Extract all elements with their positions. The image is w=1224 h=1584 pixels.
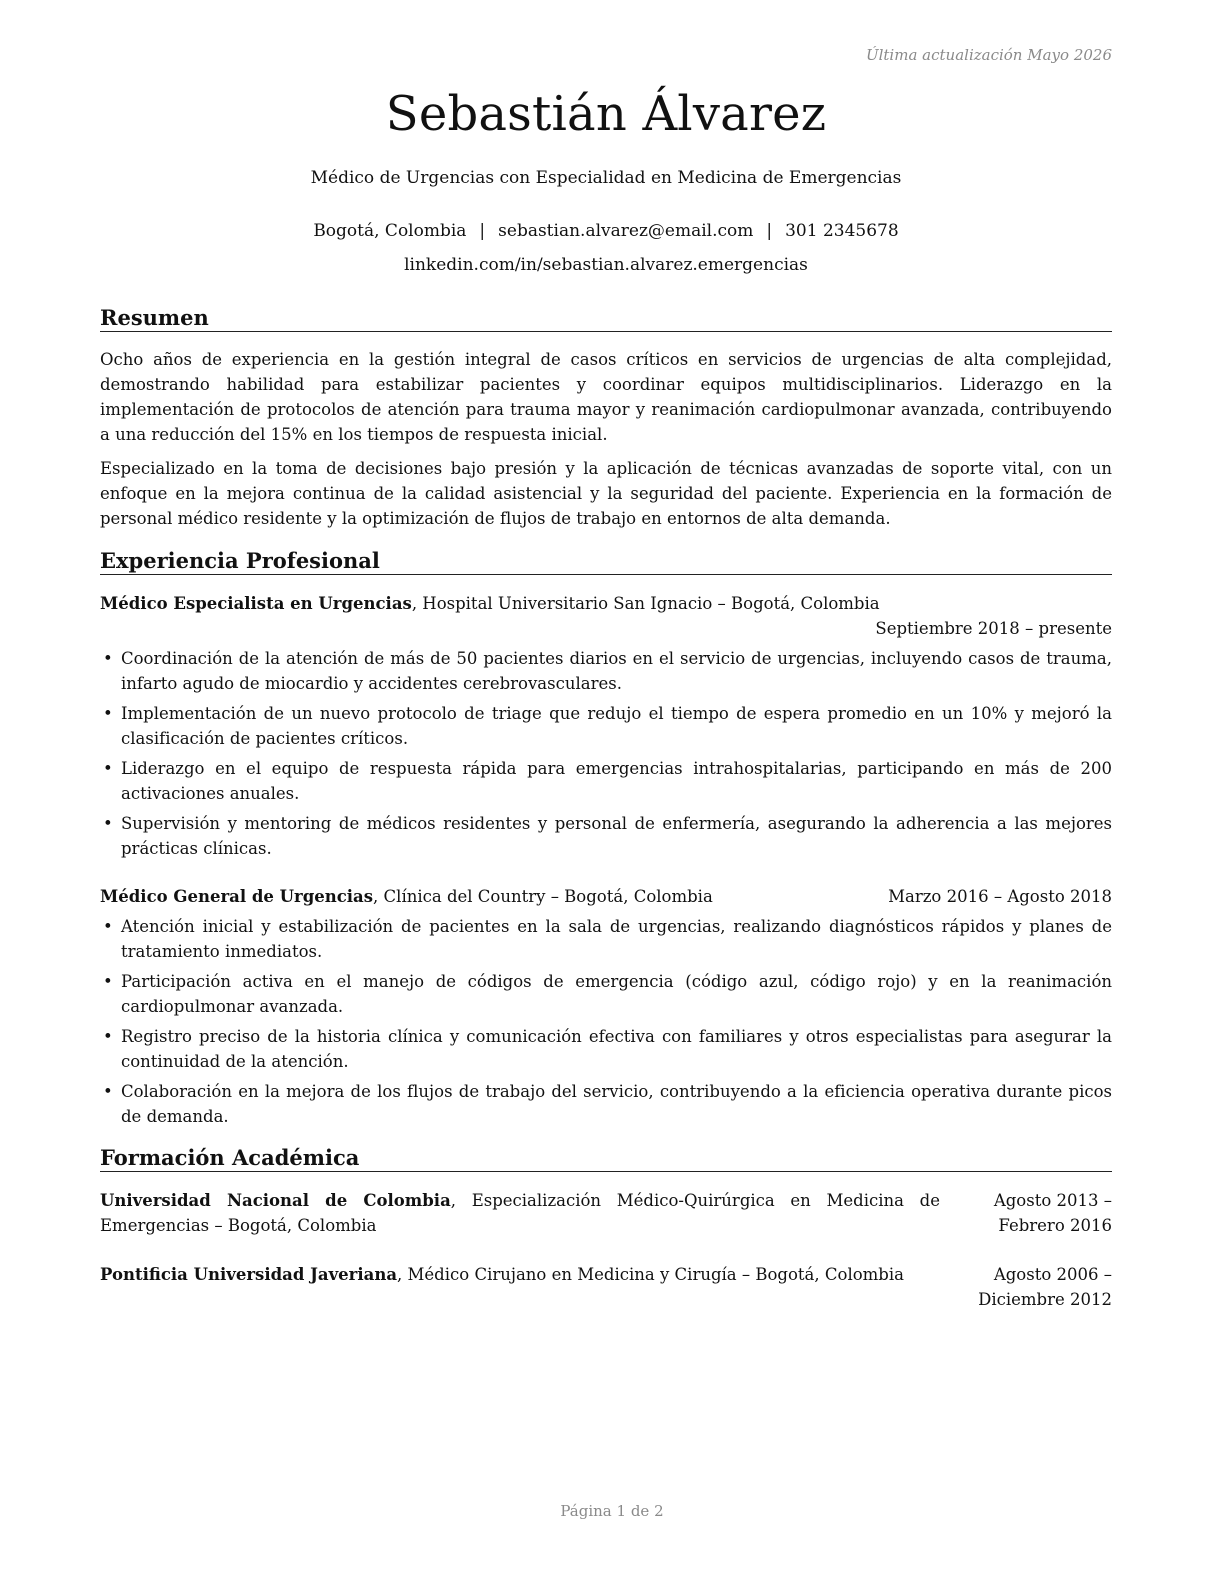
section-heading-experience: Experiencia Profesional (100, 548, 1112, 575)
summary-paragraph-1: Ocho años de experiencia en la gestión integral de casos críticos en servicios de urgencias de alta complejidad, demostrando habilidad para estabilizar pacientes y coordinar equipos multidisciplinarios. Liderazgo en la implementación de protocolos de atención para trauma mayor y reanimación cardiopulmonar avanzada, contribuyendo a una reducción del 15% en los tiempos de respuesta inicial. (100, 350, 1112, 444)
list-item: • Participación activa en el manejo de códigos de emergencia (código azul, código rojo) y en la reanimación cardiopulmonar avanzada. (100, 969, 1112, 1019)
education-dates: Agosto 2006 – Diciembre 2012 (978, 1265, 1112, 1309)
education-degree: Universidad Nacional de Colombia, Especialización Médico-Quirúrgica en Medicina de Emergencias – Bogotá, Colombia (100, 1191, 940, 1235)
summary-paragraph-2: Especializado en la toma de decisiones bajo presión y la aplicación de técnicas avanzadas de soporte vital, con un enfoque en la mejora continua de la calidad asistencial y la seguridad del paciente. Experiencia en la formación de personal médico residente y la optimización de flujos de trabajo en entornos de alta demanda. (100, 459, 1112, 528)
education-degree: Pontificia Universidad Javeriana, Médico Cirujano en Medicina y Cirugía – Bogotá, Colombia (100, 1265, 904, 1284)
list-item: • Coordinación de la atención de más de 50 pacientes diarios en el servicio de urgencias, incluyendo casos de trauma, infarto agudo de miocardio y accidentes cerebrovasculares. (100, 646, 1112, 696)
last-updated: Última actualización Mayo 2026 (865, 46, 1112, 64)
education-entry (100, 1262, 1112, 1312)
contact-line (100, 221, 1112, 241)
professional-title: Médico de Urgencias con Especialidad en Medicina de Emergencias (310, 168, 902, 188)
contact-separator: | (766, 221, 773, 241)
contact-phone: 301 2345678 (785, 221, 899, 241)
list-item: • Atención inicial y estabilización de pacientes en la sala de urgencias, realizando diagnósticos rápidos y planes de tratamiento inmediatos. (100, 914, 1112, 964)
job-bullets (100, 914, 1112, 1134)
education-entry (100, 1188, 1112, 1238)
education-institution: Universidad Nacional de Colombia (100, 1191, 451, 1210)
job-title: Médico General de Urgencias (100, 887, 374, 906)
section-heading-summary: Resumen (100, 305, 1112, 332)
job-header (100, 591, 1112, 641)
page-number: Página 1 de 2 (560, 1502, 664, 1520)
job-employer: , Clínica del Country – Bogotá, Colombia (373, 887, 713, 906)
section-heading-education: Formación Académica (100, 1145, 1112, 1172)
list-item: • Registro preciso de la historia clínica y comunicación efectiva con familiares y otros especialistas para asegurar la continuidad de la atención. (100, 1024, 1112, 1074)
contact-email[interactable]: sebastian.alvarez@email.com (498, 221, 754, 241)
job-header (100, 884, 1112, 909)
job-dates: Marzo 2016 – Agosto 2018 (888, 887, 1112, 906)
list-item: • Implementación de un nuevo protocolo de triage que redujo el tiempo de espera promedio en un 10% y mejoró la clasificación de pacientes críticos. (100, 701, 1112, 751)
list-item: • Liderazgo en el equipo de respuesta rápida para emergencias intrahospitalarias, participando en más de 200 activaciones anuales. (100, 756, 1112, 806)
contact-linkedin[interactable]: linkedin.com/in/sebastian.alvarez.emergencias (404, 255, 808, 275)
job-employer: , Hospital Universitario San Ignacio – Bogotá, Colombia (411, 594, 880, 613)
job-bullets (100, 646, 1112, 866)
job-dates: Septiembre 2018 – presente (875, 619, 1112, 638)
contact-separator: | (479, 221, 486, 241)
person-name: Sebastián Álvarez (385, 86, 827, 142)
education-institution: Pontificia Universidad Javeriana (100, 1265, 398, 1284)
job-title: Médico Especialista en Urgencias (100, 594, 412, 613)
contact-location: Bogotá, Colombia (313, 221, 467, 241)
education-dates: Agosto 2013 – Febrero 2016 (993, 1191, 1112, 1235)
list-item: • Colaboración en la mejora de los flujos de trabajo del servicio, contribuyendo a la eficiencia operativa durante picos de demanda. (100, 1079, 1112, 1129)
list-item: • Supervisión y mentoring de médicos residentes y personal de enfermería, asegurando la adherencia a las mejores prácticas clínicas. (100, 811, 1112, 861)
